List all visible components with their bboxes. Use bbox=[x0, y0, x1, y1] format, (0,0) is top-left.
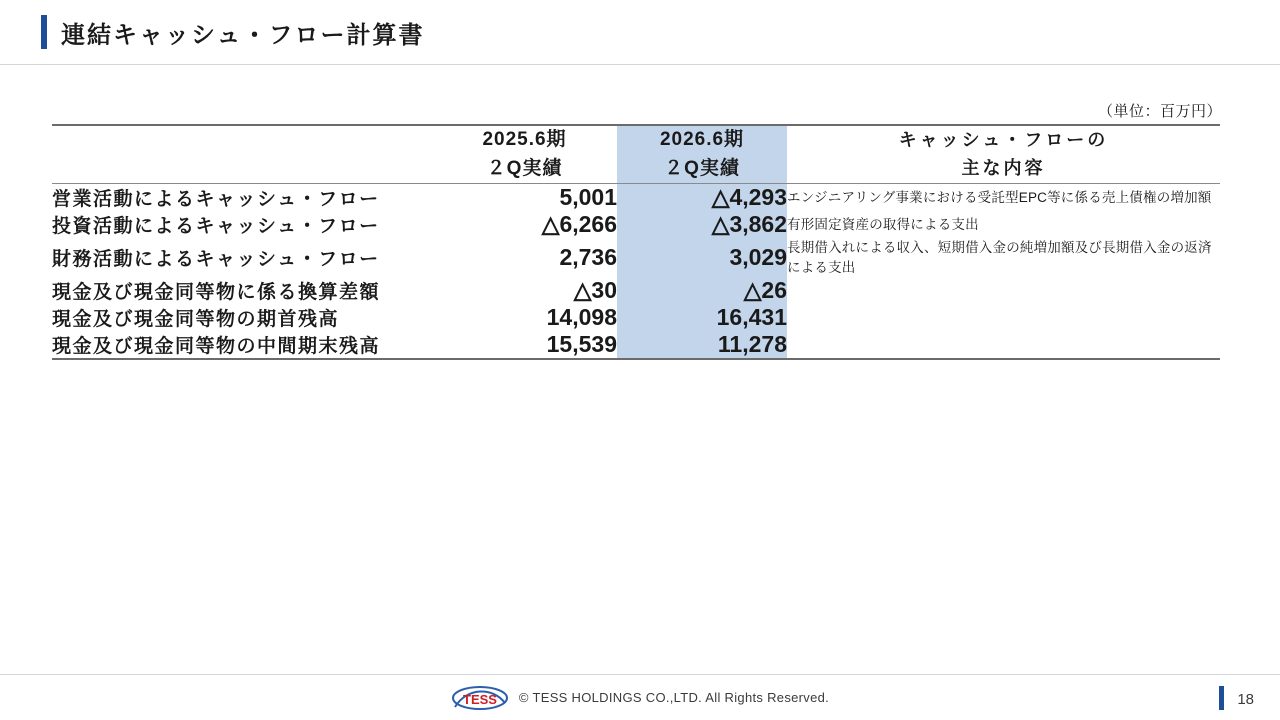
row-value-2026: 11,278 bbox=[617, 331, 787, 359]
table-row bbox=[52, 331, 1220, 359]
row-description: エンジニアリング事業における受託型EPC等に係る売上債権の増加額 bbox=[787, 189, 1212, 205]
table-header-row bbox=[52, 125, 1220, 184]
cash-flow-table-wrapper bbox=[52, 124, 1220, 360]
header-cell-item bbox=[52, 125, 432, 184]
tess-logo-icon bbox=[451, 683, 509, 713]
header-2026-line1: 2026.6期 bbox=[659, 129, 745, 150]
page-accent-bar bbox=[1219, 686, 1224, 710]
header-desc-line1: キャッシュ・フローの bbox=[898, 129, 1109, 150]
header-divider bbox=[0, 64, 1280, 65]
row-value-2025: 15,539 bbox=[432, 331, 617, 359]
row-value-2025: △30 bbox=[573, 277, 617, 304]
row-value-2026: △26 bbox=[617, 277, 787, 304]
row-label: 営業活動によるキャッシュ・フロー bbox=[52, 189, 380, 210]
header-2025-line2: ２Q実績 bbox=[486, 157, 563, 179]
copyright-text: © TESS HOLDINGS CO.,LTD. All Rights Reserved. bbox=[518, 690, 830, 705]
row-label: 投資活動によるキャッシュ・フロー bbox=[52, 216, 380, 237]
header-cell-2026 bbox=[617, 125, 787, 184]
row-value-2026: △4,293 bbox=[617, 184, 787, 212]
row-description bbox=[787, 304, 1220, 331]
row-description bbox=[787, 331, 1220, 359]
svg-text:TESS: TESS bbox=[462, 691, 497, 707]
slide-footer bbox=[0, 675, 1280, 720]
cash-flow-table bbox=[52, 124, 1220, 360]
row-value-2025: 5,001 bbox=[559, 184, 617, 210]
slide-header bbox=[0, 0, 1280, 64]
page-title: 連結キャッシュ・フロー計算書 bbox=[61, 21, 425, 49]
row-description: 長期借入れによる収入、短期借入金の純増加額及び長期借入金の返済による支出 bbox=[787, 240, 1212, 275]
row-description: 有形固定資産の取得による支出 bbox=[787, 216, 979, 232]
header-cell-description bbox=[787, 125, 1220, 184]
page-number: 18 bbox=[1237, 691, 1254, 708]
row-value-2025: 2,736 bbox=[559, 244, 617, 271]
table-row bbox=[52, 184, 1220, 212]
table-row bbox=[52, 211, 1220, 238]
row-value-2026: △3,862 bbox=[617, 211, 787, 238]
table-row bbox=[52, 277, 1220, 304]
unit-note: （単位：百万円） bbox=[1097, 103, 1222, 120]
table-row bbox=[52, 304, 1220, 331]
header-cell-2025 bbox=[432, 125, 617, 184]
row-value-2025: △6,266 bbox=[541, 211, 617, 237]
row-label: 現金及び現金同等物に係る換算差額 bbox=[52, 282, 381, 304]
row-label: 現金及び現金同等物の期首残高 bbox=[52, 309, 340, 331]
header-2025-line1: 2025.6期 bbox=[482, 129, 567, 150]
row-value-2026: 16,431 bbox=[617, 304, 787, 331]
header-accent-bar bbox=[41, 15, 47, 49]
row-value-2025: 14,098 bbox=[546, 304, 617, 331]
table-row bbox=[52, 238, 1220, 277]
row-label: 財務活動によるキャッシュ・フロー bbox=[52, 249, 380, 271]
header-desc-line2: 主な内容 bbox=[961, 157, 1046, 178]
row-value-2026: 3,029 bbox=[617, 238, 787, 277]
row-description bbox=[787, 277, 1220, 304]
row-label: 現金及び現金同等物の中間期末残高 bbox=[52, 331, 432, 359]
header-2026-line2: ２Q実績 bbox=[664, 157, 740, 179]
